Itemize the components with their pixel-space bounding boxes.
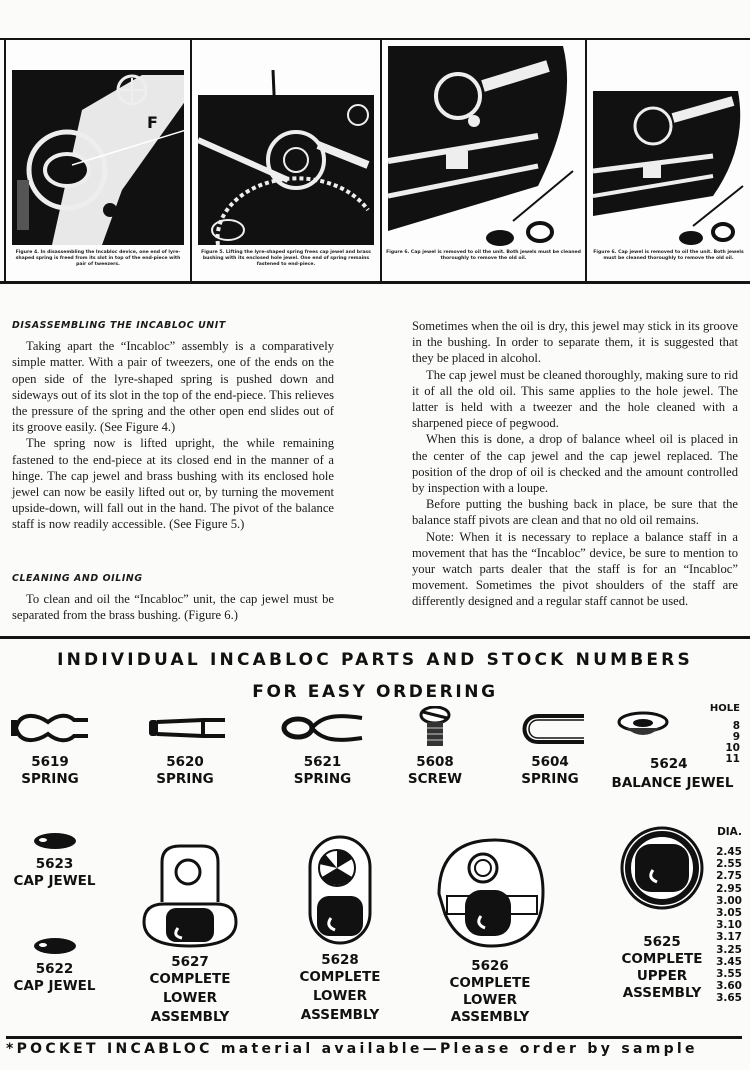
part-5621: 5621 SPRING xyxy=(275,708,370,788)
dia-header: DIA. xyxy=(717,826,742,838)
dia-size: 3.60 xyxy=(716,980,742,993)
hole-sizes xyxy=(700,703,740,765)
paragraph: When this is done, a drop of balance wheel oil is placed in the center of the cap jewel and the cap jewel replaced. The position of the drop of oil is checked and the amount controlled by inspection with a loupe. xyxy=(412,432,738,496)
footer-note: *POCKET INCABLOC material available—Please order by sample xyxy=(6,1041,698,1057)
paragraph: The spring now is lifted upright, the while remaining fastened to the end-piece at its closed end in the manner of a hinge. The cap jewel and brass bushing with its enclosed hole jewel can now be easily lifted out or, by turning the movement upside-down, will fall out in the hand. The pivot of the balance staff is now readily accessible. (See Figure 5.) xyxy=(12,436,334,532)
dia-size: 3.00 xyxy=(716,894,742,907)
dia-size: 3.10 xyxy=(716,919,742,932)
figure-6b-image xyxy=(593,46,744,246)
paragraph: Sometimes when the oil is dry, this jewel may stick in its groove in the bushing. In order to separate them, it is suggested that they be placed in alcohol. xyxy=(412,319,738,366)
part-5623: 5623 CAP JEWEL xyxy=(2,832,107,890)
article-column-left xyxy=(12,318,334,623)
dia-size: 3.17 xyxy=(716,931,742,944)
svg-text:F: F xyxy=(147,113,158,132)
footer-rule xyxy=(6,1036,742,1039)
part-5608: 5608 SCREW xyxy=(400,706,470,788)
lyre-spring-icon xyxy=(8,708,92,748)
part-5625: 5625 COMPLETE UPPER ASSEMBLY xyxy=(606,826,718,1002)
part-5627: 5627 COMPLETE LOWER ASSEMBLY xyxy=(135,842,245,1026)
paragraph: The cap jewel must be cleaned thoroughly, making sure to rid it of all the old oil. This same applies to the hole jewel. The latter is held with a tweezer and the hole cleaned with a sharpened piece of pegwood. xyxy=(412,367,738,431)
dia-size: 2.55 xyxy=(716,858,742,871)
cap-jewel-icon xyxy=(33,937,77,955)
figure-6a-panel xyxy=(380,40,585,282)
dia-size: 3.25 xyxy=(716,943,742,956)
hole-size: 8 xyxy=(732,720,740,732)
u-spring-icon xyxy=(514,708,586,748)
article-column-right xyxy=(412,318,738,610)
part-5628: 5628 COMPLETE LOWER ASSEMBLY xyxy=(285,834,395,1024)
lower-assembly-oval-icon xyxy=(307,834,373,946)
figure-4-panel xyxy=(4,40,190,282)
figure-6a-image xyxy=(388,46,579,246)
screw-icon xyxy=(415,706,455,748)
paragraph: Taking apart the “Incabloc” assembly is a comparatively simple matter. With a pair of tweezers, one of the ends on the open side of the lyre-shaped spring is pushed down and sideways out of its slot in the top of the end-piece. This relieves the pressure of the spring and the other open end slides out of its groove easily. (See Figure 4.) xyxy=(12,339,334,435)
dia-size: 3.55 xyxy=(716,968,742,981)
straight-spring-icon xyxy=(143,708,227,748)
figure-6b-caption: Figure 6. Cap jewel is removed to oil the unit. Both jewels must be cleaned thoroughly to remove the old oil. xyxy=(593,250,744,261)
part-5624-name: BALANCE JEWEL xyxy=(611,775,734,791)
dia-size: 2.45 xyxy=(716,846,742,858)
figure-4-image xyxy=(12,70,184,280)
part-5626: 5626 COMPLETE LOWER ASSEMBLY xyxy=(430,834,550,1026)
dia-sizes xyxy=(706,826,742,1005)
parts-top-rule xyxy=(0,636,750,639)
lower-assembly-round-icon xyxy=(431,834,549,950)
hole-size: 10 xyxy=(725,742,740,754)
dia-size: 2.75 xyxy=(716,870,742,883)
parts-title: INDIVIDUAL INCABLOC PARTS AND STOCK NUMBERS xyxy=(57,650,693,670)
dia-size: 3.65 xyxy=(716,992,742,1005)
part-5622: 5622 CAP JEWEL xyxy=(2,937,107,995)
dia-size: 2.95 xyxy=(716,882,742,895)
figure-5-caption: Figure 5. Lifting the lyre-shaped spring frees cap jewel and brass bushing with its enclosed hole jewel. One end of spring remains fastened to end-piece. xyxy=(201,250,371,267)
paragraph: To clean and oil the “Incabloc” unit, the cap jewel must be separated from the brass bushing. (Figure 6.) xyxy=(12,591,334,623)
part-5619: 5619 SPRING xyxy=(5,708,95,788)
lower-assembly-icon xyxy=(140,842,240,948)
hole-size: 9 xyxy=(732,731,740,743)
figure-6a-caption: Figure 6. Cap jewel is removed to oil the unit. Both jewels must be cleaned thoroughly to remove the old oil. xyxy=(386,250,581,261)
figure-5-image xyxy=(198,70,374,280)
balance-jewel-icon xyxy=(616,708,670,748)
figure-6b-panel xyxy=(585,40,750,282)
section-heading-disassembling: DISASSEMBLING THE INCABLOC UNIT xyxy=(12,320,226,331)
dia-size: 3.45 xyxy=(716,955,742,968)
cap-jewel-icon xyxy=(33,832,77,850)
hole-size: 11 xyxy=(725,753,740,765)
hole-header: HOLE xyxy=(709,703,740,714)
svg-text:S: S xyxy=(94,70,109,93)
fork-spring-icon xyxy=(278,708,368,748)
figures-bottom-rule xyxy=(0,281,750,284)
section-heading-cleaning: CLEANING AND OILING xyxy=(12,572,143,584)
dia-size: 3.05 xyxy=(716,907,742,920)
part-5620: 5620 SPRING xyxy=(140,708,230,788)
figure-5-panel xyxy=(190,40,380,282)
upper-assembly-icon xyxy=(619,826,705,910)
parts-subtitle: FOR EASY ORDERING xyxy=(252,682,498,702)
figure-4-caption: Figure 4. In disassembling the Incabloc device, one end of lyre-shaped spring is freed from its slot in top of the end-piece with pair of tweezers. xyxy=(15,250,181,267)
paragraph: Before putting the bushing back in place, be sure that the balance staff pivots are clean and that no old oil remains. xyxy=(412,497,738,528)
paragraph: Note: When it is necessary to replace a balance staff in a movement that has the “Incabloc” device, be sure to mention to your watch parts dealer that the staff is for an “Incabloc” movement. Sometimes the pivot shoulders of the staff are differently designed and a regular staff cannot be used. xyxy=(412,529,738,609)
part-5624-number: 5624 xyxy=(650,756,688,772)
part-5604: 5604 SPRING xyxy=(510,708,590,788)
